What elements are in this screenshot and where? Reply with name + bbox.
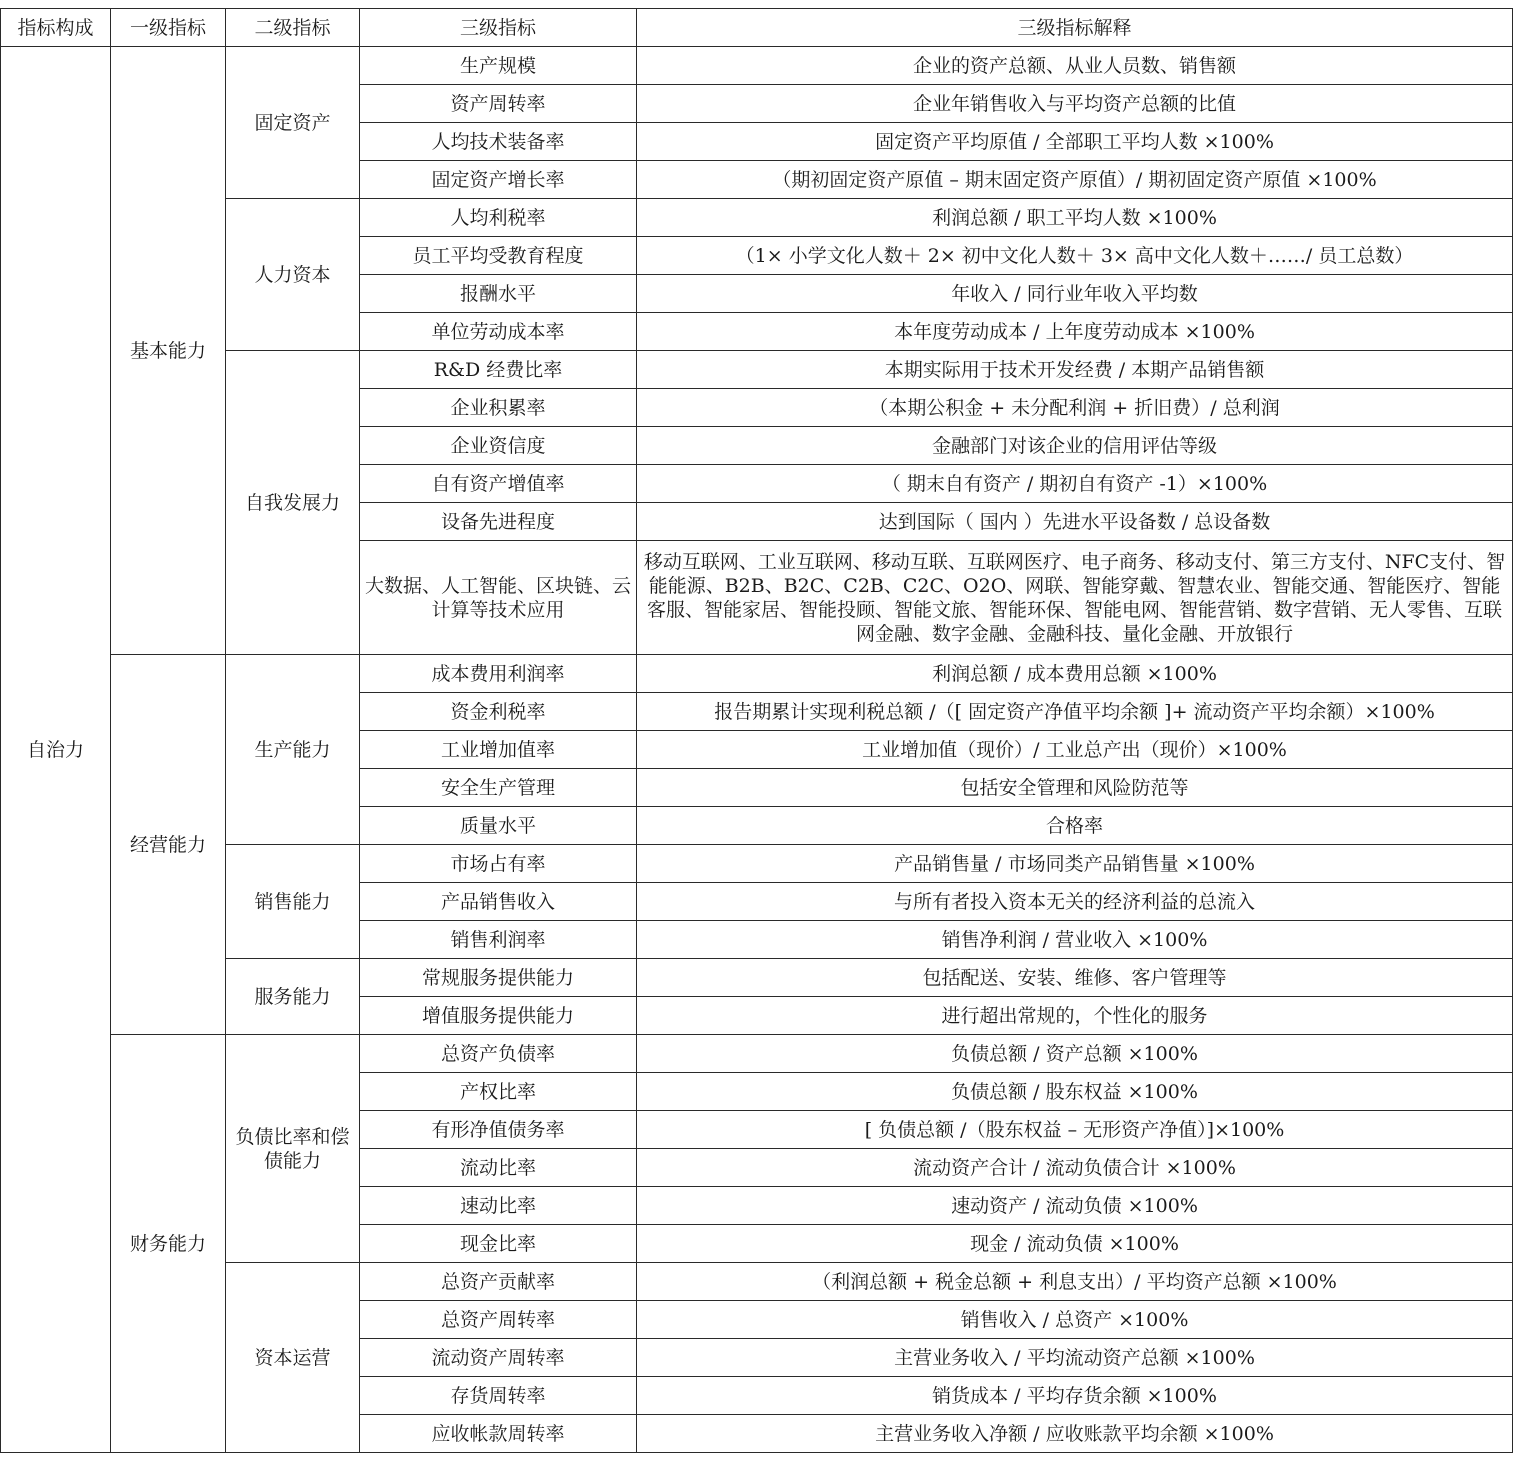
table-row xyxy=(1,959,1513,997)
explanation-cell: 本年度劳动成本 / 上年度劳动成本 ×100% xyxy=(637,313,1513,351)
level2-cell: 销售能力 xyxy=(226,845,360,959)
level1-cell: 经营能力 xyxy=(111,655,226,1035)
header-level3: 三级指标 xyxy=(360,9,637,47)
explanation-cell: （期初固定资产原值 – 期末固定资产原值）/ 期初固定资产原值 ×100% xyxy=(637,161,1513,199)
level3-indicator-cell: 大数据、人工智能、区块链、云计算等技术应用 xyxy=(360,541,637,655)
explanation-cell: （本期公积金 + 未分配利润 + 折旧费）/ 总利润 xyxy=(637,389,1513,427)
header-level2: 二级指标 xyxy=(226,9,360,47)
explanation-cell: [ 负债总额 /（股东权益 – 无形资产净值）]×100% xyxy=(637,1111,1513,1149)
level3-indicator-cell: 常规服务提供能力 xyxy=(360,959,637,997)
explanation-cell: 包括安全管理和风险防范等 xyxy=(637,769,1513,807)
table-row xyxy=(1,1035,1513,1073)
explanation-cell: 现金 / 流动负债 ×100% xyxy=(637,1225,1513,1263)
level3-indicator-cell: 成本费用利润率 xyxy=(360,655,637,693)
explanation-cell: 产品销售量 / 市场同类产品销售量 ×100% xyxy=(637,845,1513,883)
header-composition: 指标构成 xyxy=(1,9,111,47)
table-row xyxy=(1,47,1513,85)
table-row xyxy=(1,199,1513,237)
explanation-cell: 移动互联网、工业互联网、移动互联、互联网医疗、电子商务、移动支付、第三方支付、NFC支付、智能能源、B2B、B2C、C2B、C2C、O2O、网联、智能穿戴、智慧农业、智能交通、智能医疗、智能 客服、智能家居、智能投顾、智能文旅、智能环保、智能电网、智能营销、数字营销、无人零售、互联网金融、数字金融、金融科技、量化金融、开放银行 xyxy=(637,541,1513,655)
composition-cell: 自治力 xyxy=(1,47,111,1453)
level3-indicator-cell: 生产规模 xyxy=(360,47,637,85)
level3-indicator-cell: 产品销售收入 xyxy=(360,883,637,921)
level3-indicator-cell: 报酬水平 xyxy=(360,275,637,313)
level3-indicator-cell: 固定资产增长率 xyxy=(360,161,637,199)
level3-indicator-cell: 产权比率 xyxy=(360,1073,637,1111)
level3-indicator-cell: 设备先进程度 xyxy=(360,503,637,541)
explanation-cell: 负债总额 / 资产总额 ×100% xyxy=(637,1035,1513,1073)
explanation-cell: 金融部门对该企业的信用评估等级 xyxy=(637,427,1513,465)
explanation-cell: 销货成本 / 平均存货余额 ×100% xyxy=(637,1377,1513,1415)
header-row xyxy=(1,9,1513,47)
level3-indicator-cell: 流动比率 xyxy=(360,1149,637,1187)
table-row xyxy=(1,351,1513,389)
level3-indicator-cell: 质量水平 xyxy=(360,807,637,845)
header-level1: 一级指标 xyxy=(111,9,226,47)
explanation-cell: 速动资产 / 流动负债 ×100% xyxy=(637,1187,1513,1225)
level3-indicator-cell: 应收帐款周转率 xyxy=(360,1415,637,1453)
level2-cell: 固定资产 xyxy=(226,47,360,199)
explanation-cell: 流动资产合计 / 流动负债合计 ×100% xyxy=(637,1149,1513,1187)
table-row xyxy=(1,845,1513,883)
indicator-table xyxy=(0,8,1513,1453)
explanation-cell: （1× 小学文化人数＋ 2× 初中文化人数＋ 3× 高中文化人数＋……/ 员工总数） xyxy=(637,237,1513,275)
level3-indicator-cell: 工业增加值率 xyxy=(360,731,637,769)
level3-indicator-cell: 安全生产管理 xyxy=(360,769,637,807)
explanation-cell: 达到国际（ 国内 ）先进水平设备数 / 总设备数 xyxy=(637,503,1513,541)
explanation-cell: 与所有者投入资本无关的经济利益的总流入 xyxy=(637,883,1513,921)
level3-indicator-cell: 总资产负债率 xyxy=(360,1035,637,1073)
level3-indicator-cell: 总资产周转率 xyxy=(360,1301,637,1339)
level3-indicator-cell: 存货周转率 xyxy=(360,1377,637,1415)
level2-cell: 资本运营 xyxy=(226,1263,360,1453)
explanation-cell: （ 期末自有资产 / 期初自有资产 -1）×100% xyxy=(637,465,1513,503)
level3-indicator-cell: 现金比率 xyxy=(360,1225,637,1263)
explanation-cell: 固定资产平均原值 / 全部职工平均人数 ×100% xyxy=(637,123,1513,161)
explanation-cell: 负债总额 / 股东权益 ×100% xyxy=(637,1073,1513,1111)
table-body xyxy=(1,47,1513,1453)
level3-indicator-cell: 总资产贡献率 xyxy=(360,1263,637,1301)
explanation-cell: 主营业务收入 / 平均流动资产总额 ×100% xyxy=(637,1339,1513,1377)
explanation-cell: 包括配送、安装、维修、客户管理等 xyxy=(637,959,1513,997)
level3-indicator-cell: 企业资信度 xyxy=(360,427,637,465)
level2-cell: 自我发展力 xyxy=(226,351,360,655)
level1-cell: 基本能力 xyxy=(111,47,226,655)
explanation-cell: 本期实际用于技术开发经费 / 本期产品销售额 xyxy=(637,351,1513,389)
level3-indicator-cell: R&D 经费比率 xyxy=(360,351,637,389)
level3-indicator-cell: 增值服务提供能力 xyxy=(360,997,637,1035)
header-explanation: 三级指标解释 xyxy=(637,9,1513,47)
explanation-cell: 报告期累计实现利税总额 /（[ 固定资产净值平均余额 ]+ 流动资产平均余额）×100% xyxy=(637,693,1513,731)
explanation-cell: 企业的资产总额、从业人员数、销售额 xyxy=(637,47,1513,85)
explanation-cell: 进行超出常规的，个性化的服务 xyxy=(637,997,1513,1035)
explanation-cell: 销售收入 / 总资产 ×100% xyxy=(637,1301,1513,1339)
level3-indicator-cell: 市场占有率 xyxy=(360,845,637,883)
level3-indicator-cell: 企业积累率 xyxy=(360,389,637,427)
level3-indicator-cell: 速动比率 xyxy=(360,1187,637,1225)
explanation-cell: 利润总额 / 成本费用总额 ×100% xyxy=(637,655,1513,693)
level3-indicator-cell: 自有资产增值率 xyxy=(360,465,637,503)
level2-cell: 生产能力 xyxy=(226,655,360,845)
explanation-cell: （利润总额 + 税金总额 + 利息支出）/ 平均资产总额 ×100% xyxy=(637,1263,1513,1301)
level2-cell: 服务能力 xyxy=(226,959,360,1035)
level3-indicator-cell: 人均利税率 xyxy=(360,199,637,237)
explanation-cell: 销售净利润 / 营业收入 ×100% xyxy=(637,921,1513,959)
level3-indicator-cell: 资金利税率 xyxy=(360,693,637,731)
explanation-cell: 利润总额 / 职工平均人数 ×100% xyxy=(637,199,1513,237)
level3-indicator-cell: 有形净值债务率 xyxy=(360,1111,637,1149)
level2-cell: 人力资本 xyxy=(226,199,360,351)
level3-indicator-cell: 资产周转率 xyxy=(360,85,637,123)
level3-indicator-cell: 员工平均受教育程度 xyxy=(360,237,637,275)
explanation-cell: 企业年销售收入与平均资产总额的比值 xyxy=(637,85,1513,123)
level3-indicator-cell: 流动资产周转率 xyxy=(360,1339,637,1377)
explanation-cell: 主营业务收入净额 / 应收账款平均余额 ×100% xyxy=(637,1415,1513,1453)
table-row xyxy=(1,655,1513,693)
level3-indicator-cell: 单位劳动成本率 xyxy=(360,313,637,351)
explanation-cell: 合格率 xyxy=(637,807,1513,845)
level3-indicator-cell: 人均技术装备率 xyxy=(360,123,637,161)
explanation-cell: 年收入 / 同行业年收入平均数 xyxy=(637,275,1513,313)
level3-indicator-cell: 销售利润率 xyxy=(360,921,637,959)
level2-cell: 负债比率和偿债能力 xyxy=(226,1035,360,1263)
explanation-cell: 工业增加值（现价）/ 工业总产出（现价）×100% xyxy=(637,731,1513,769)
table-row xyxy=(1,1263,1513,1301)
level1-cell: 财务能力 xyxy=(111,1035,226,1453)
